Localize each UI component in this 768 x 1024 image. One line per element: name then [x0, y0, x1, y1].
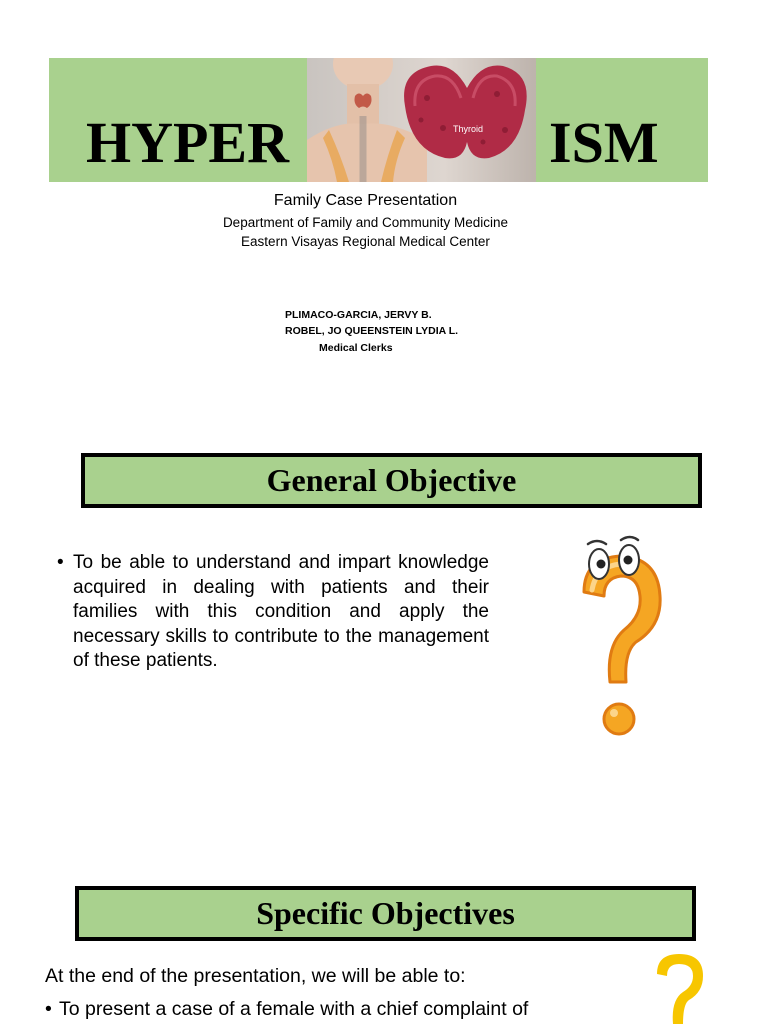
department-name: Department of Family and Community Medicine: [222, 215, 509, 230]
question-mark-character-icon: [566, 530, 676, 745]
thyroid-illustration: [307, 58, 536, 182]
thyroid-label: Thyroid: [453, 124, 484, 134]
bullet-icon: •: [57, 552, 64, 573]
author-1: PLIMACO-GARCIA, JERVY B.: [285, 309, 432, 321]
general-objective-bullet: [57, 551, 489, 674]
bullet-icon: •: [45, 998, 52, 1020]
thyroid-anatomy-art: [307, 58, 536, 182]
general-objective-text: To be able to understand and impart knowledge acquired in dealing with patients and their families with this condition and apply the necessary skills to contribute to the management of these patients.: [73, 552, 489, 671]
specific-objectives-heading: Specific Objectives: [75, 886, 696, 941]
question-mark-icon: [649, 948, 709, 1024]
author-2: ROBEL, JO QUEENSTEIN LYDIA L.: [285, 325, 459, 337]
presentation-subtitle: Family Case Presentation: [273, 192, 458, 209]
general-objective-heading: General Objective: [81, 453, 702, 508]
title-right: ISM: [549, 110, 659, 175]
specific-objective-bullet: [45, 997, 605, 1021]
specific-objective-text: To present a case of a female with a chief complaint of: [59, 998, 529, 1020]
author-role: Medical Clerks: [319, 342, 393, 354]
medical-center-name: Eastern Visayas Regional Medical Center: [241, 234, 490, 249]
title-left: HYPER: [86, 110, 289, 175]
specific-objectives-intro: At the end of the presentation, we will be able to:: [45, 965, 466, 987]
